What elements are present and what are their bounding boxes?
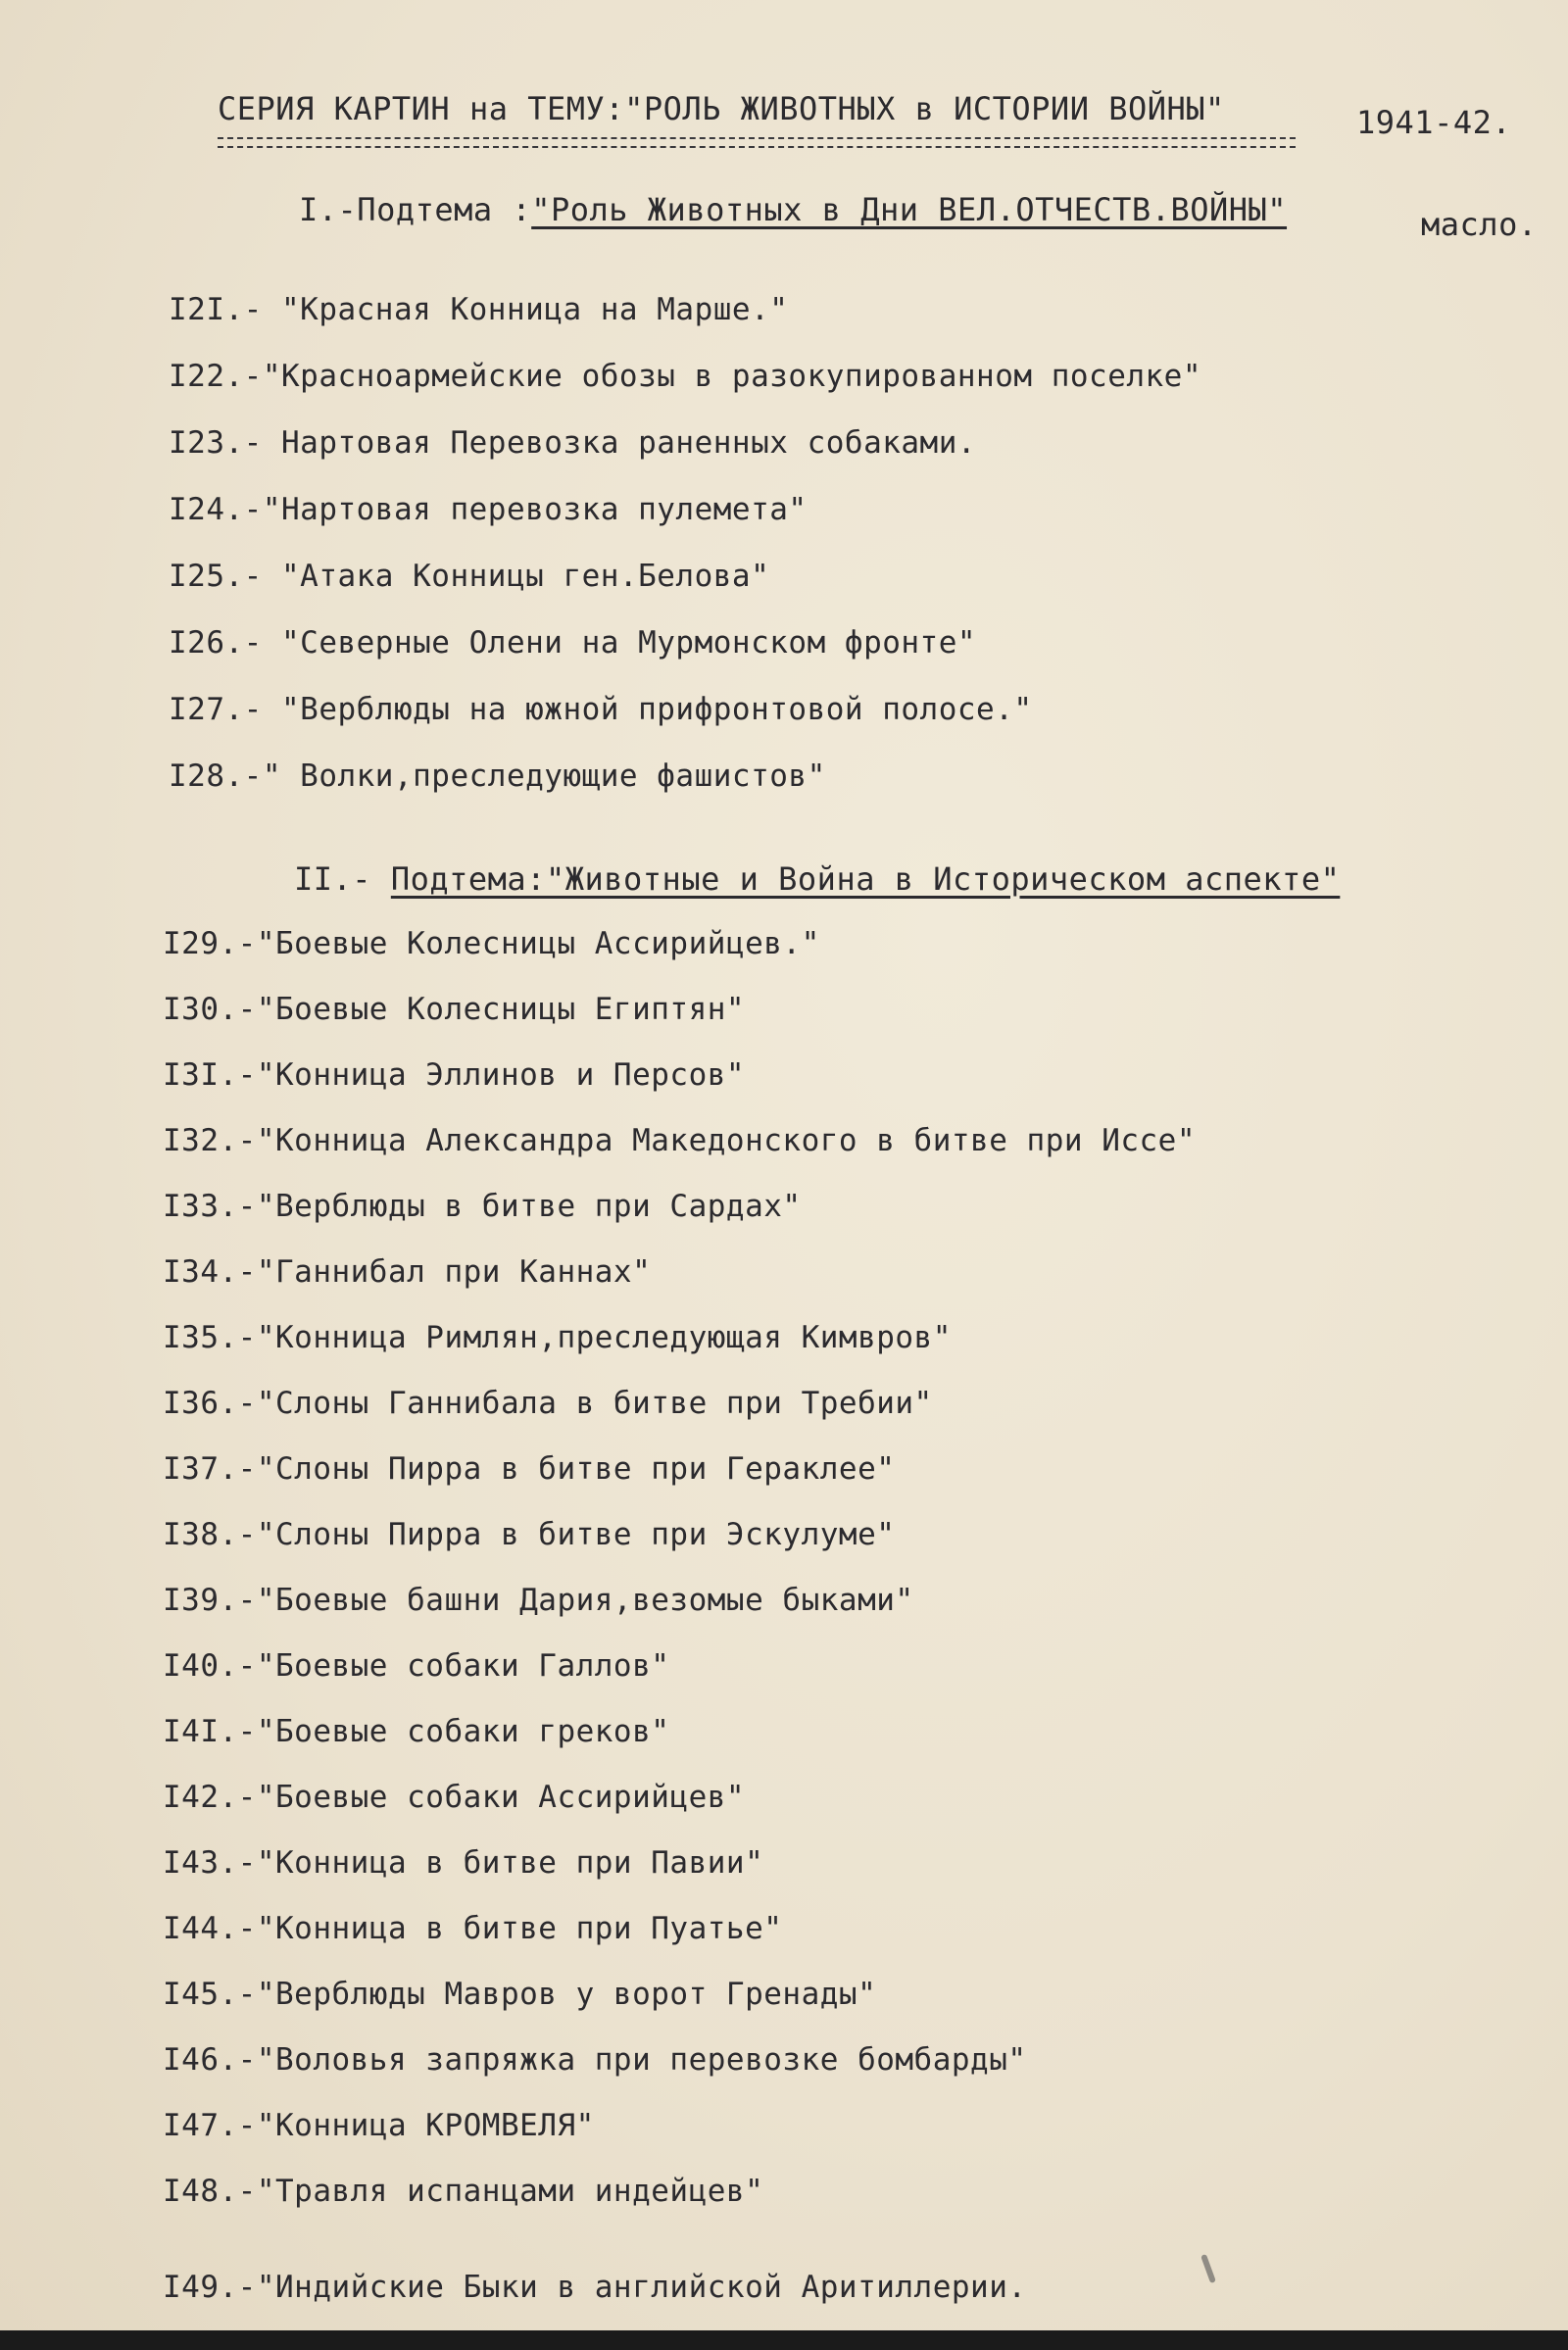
ink-mark — [1200, 2254, 1216, 2283]
item-title: "Слоны Пирра в битве при Эскулуме" — [256, 1517, 896, 1552]
list-item — [169, 359, 1201, 394]
list-item — [163, 1254, 651, 1290]
list-item — [163, 1057, 745, 1093]
list-item — [163, 2042, 1027, 2078]
document-year: 1941-42. — [1356, 104, 1512, 141]
item-title: "Воловья запряжка при перевозке бомбарды" — [256, 2042, 1027, 2078]
scan-edge — [0, 2330, 1568, 2350]
section2-number: II.- — [294, 860, 391, 898]
section2-heading — [294, 860, 1340, 898]
list-item — [169, 292, 788, 327]
list-item — [163, 2174, 763, 2209]
item-number: I43.- — [163, 1845, 257, 1881]
list-item — [163, 1451, 895, 1487]
item-title: "Красная Конница на Марше." — [262, 292, 789, 327]
item-number: I44.- — [163, 1911, 257, 1946]
list-item — [163, 1320, 952, 1355]
item-number: I4I.- — [163, 1714, 257, 1749]
item-number: I34.- — [163, 1254, 257, 1290]
item-title: " Волки,преследующие фашистов" — [262, 759, 826, 794]
item-number: I23.- — [169, 425, 263, 461]
item-number: I45.- — [163, 1977, 257, 2012]
section2-title: Подтема:"Животные и Война в Историческом аспекте" — [390, 860, 1341, 898]
list-item — [163, 2270, 1027, 2305]
item-title: "Боевые башни Дария,везомые быками" — [256, 1583, 914, 1618]
list-item — [163, 1123, 1196, 1158]
item-number: I22.- — [169, 359, 263, 394]
title-double-rule — [218, 137, 1296, 148]
list-item — [163, 1583, 914, 1618]
list-item — [169, 492, 808, 527]
list-item — [169, 625, 976, 661]
section1-heading — [299, 191, 1287, 228]
item-title: "Верблюды Мавров у ворот Гренады" — [256, 1977, 877, 2012]
item-title: "Конница в битве при Пуатье" — [256, 1911, 783, 1946]
list-item — [163, 1911, 782, 1946]
item-title: "Конница КРОМВЕЛЯ" — [256, 2108, 595, 2143]
list-item — [163, 1845, 763, 1881]
list-item — [169, 559, 769, 594]
item-title: "Северные Олени на Мурмонском фронте" — [262, 625, 977, 661]
item-number: I24.- — [169, 492, 263, 527]
item-title: "Травля испанцами индейцев" — [256, 2174, 764, 2209]
item-title: "Атака Конницы ген.Белова" — [262, 559, 770, 594]
list-item — [163, 1517, 895, 1552]
section1-title: "Роль Животных в Дни ВЕЛ.ОТЧЕСТВ.ВОЙНЫ" — [531, 191, 1288, 228]
item-number: I32.- — [163, 1123, 257, 1158]
item-number: I29.- — [163, 926, 257, 961]
item-title: "Слоны Пирра в битве при Гераклее" — [256, 1451, 896, 1487]
item-number: I26.- — [169, 625, 263, 661]
item-title: "Конница Эллинов и Персов" — [256, 1057, 746, 1093]
item-number: I33.- — [163, 1189, 257, 1224]
list-item — [169, 692, 1033, 727]
item-number: I35.- — [163, 1320, 257, 1355]
item-title: "Ганнибал при Каннах" — [256, 1254, 652, 1290]
list-item — [169, 425, 976, 461]
item-number: I2I.- — [169, 292, 263, 327]
item-number: I28.- — [169, 759, 263, 794]
item-number: I37.- — [163, 1451, 257, 1487]
item-number: I30.- — [163, 992, 257, 1027]
list-item — [163, 1386, 933, 1421]
item-title: "Боевые собаки греков" — [256, 1714, 670, 1749]
item-title: "Нартовая перевозка пулемета" — [262, 492, 808, 527]
item-title: "Боевые Колесницы Ассирийцев." — [256, 926, 820, 961]
list-item — [163, 926, 820, 961]
item-number: I39.- — [163, 1583, 257, 1618]
item-number: I27.- — [169, 692, 263, 727]
list-item — [169, 759, 826, 794]
list-item — [163, 2108, 595, 2143]
list-item — [163, 1714, 669, 1749]
item-title: "Боевые собаки Галлов" — [256, 1648, 670, 1684]
list-item — [163, 1189, 802, 1224]
item-title: "Верблюды на южной прифронтовой полосе." — [262, 692, 1033, 727]
item-title: "Красноармейские обозы в разокупированном поселке" — [262, 359, 1202, 394]
item-number: I25.- — [169, 559, 263, 594]
item-number: I46.- — [163, 2042, 257, 2078]
item-title: "Индийские Быки в английской Аритиллерии. — [256, 2270, 1027, 2305]
item-title: "Боевые собаки Ассирийцев" — [256, 1780, 746, 1815]
item-title: "Конница в битве при Павии" — [256, 1845, 764, 1881]
section1-number: I.-Подтема : — [299, 191, 532, 228]
item-title: Нартовая Перевозка раненных собаками. — [262, 425, 977, 461]
item-title: "Конница Александра Македонского в битве при Иссе" — [256, 1123, 1197, 1158]
item-number: I40.- — [163, 1648, 257, 1684]
item-number: I36.- — [163, 1386, 257, 1421]
item-title: "Слоны Ганнибала в битве при Требии" — [256, 1386, 933, 1421]
list-item — [163, 1780, 745, 1815]
item-number: I47.- — [163, 2108, 257, 2143]
list-item — [163, 1977, 876, 2012]
item-number: I49.- — [163, 2270, 257, 2305]
list-item — [163, 992, 745, 1027]
item-number: I3I.- — [163, 1057, 257, 1093]
item-number: I42.- — [163, 1780, 257, 1815]
document-title: СЕРИЯ КАРТИН на ТЕМУ:"РОЛЬ ЖИВОТНЫХ в ИСТОРИИ ВОЙНЫ" — [218, 90, 1225, 127]
list-item — [163, 1648, 669, 1684]
section1-medium: масло. — [1421, 206, 1538, 243]
item-title: "Верблюды в битве при Сардах" — [256, 1189, 802, 1224]
item-title: "Боевые Колесницы Египтян" — [256, 992, 746, 1027]
item-number: I38.- — [163, 1517, 257, 1552]
item-title: "Конница Римлян,преследующая Кимвров" — [256, 1320, 952, 1355]
item-number: I48.- — [163, 2174, 257, 2209]
